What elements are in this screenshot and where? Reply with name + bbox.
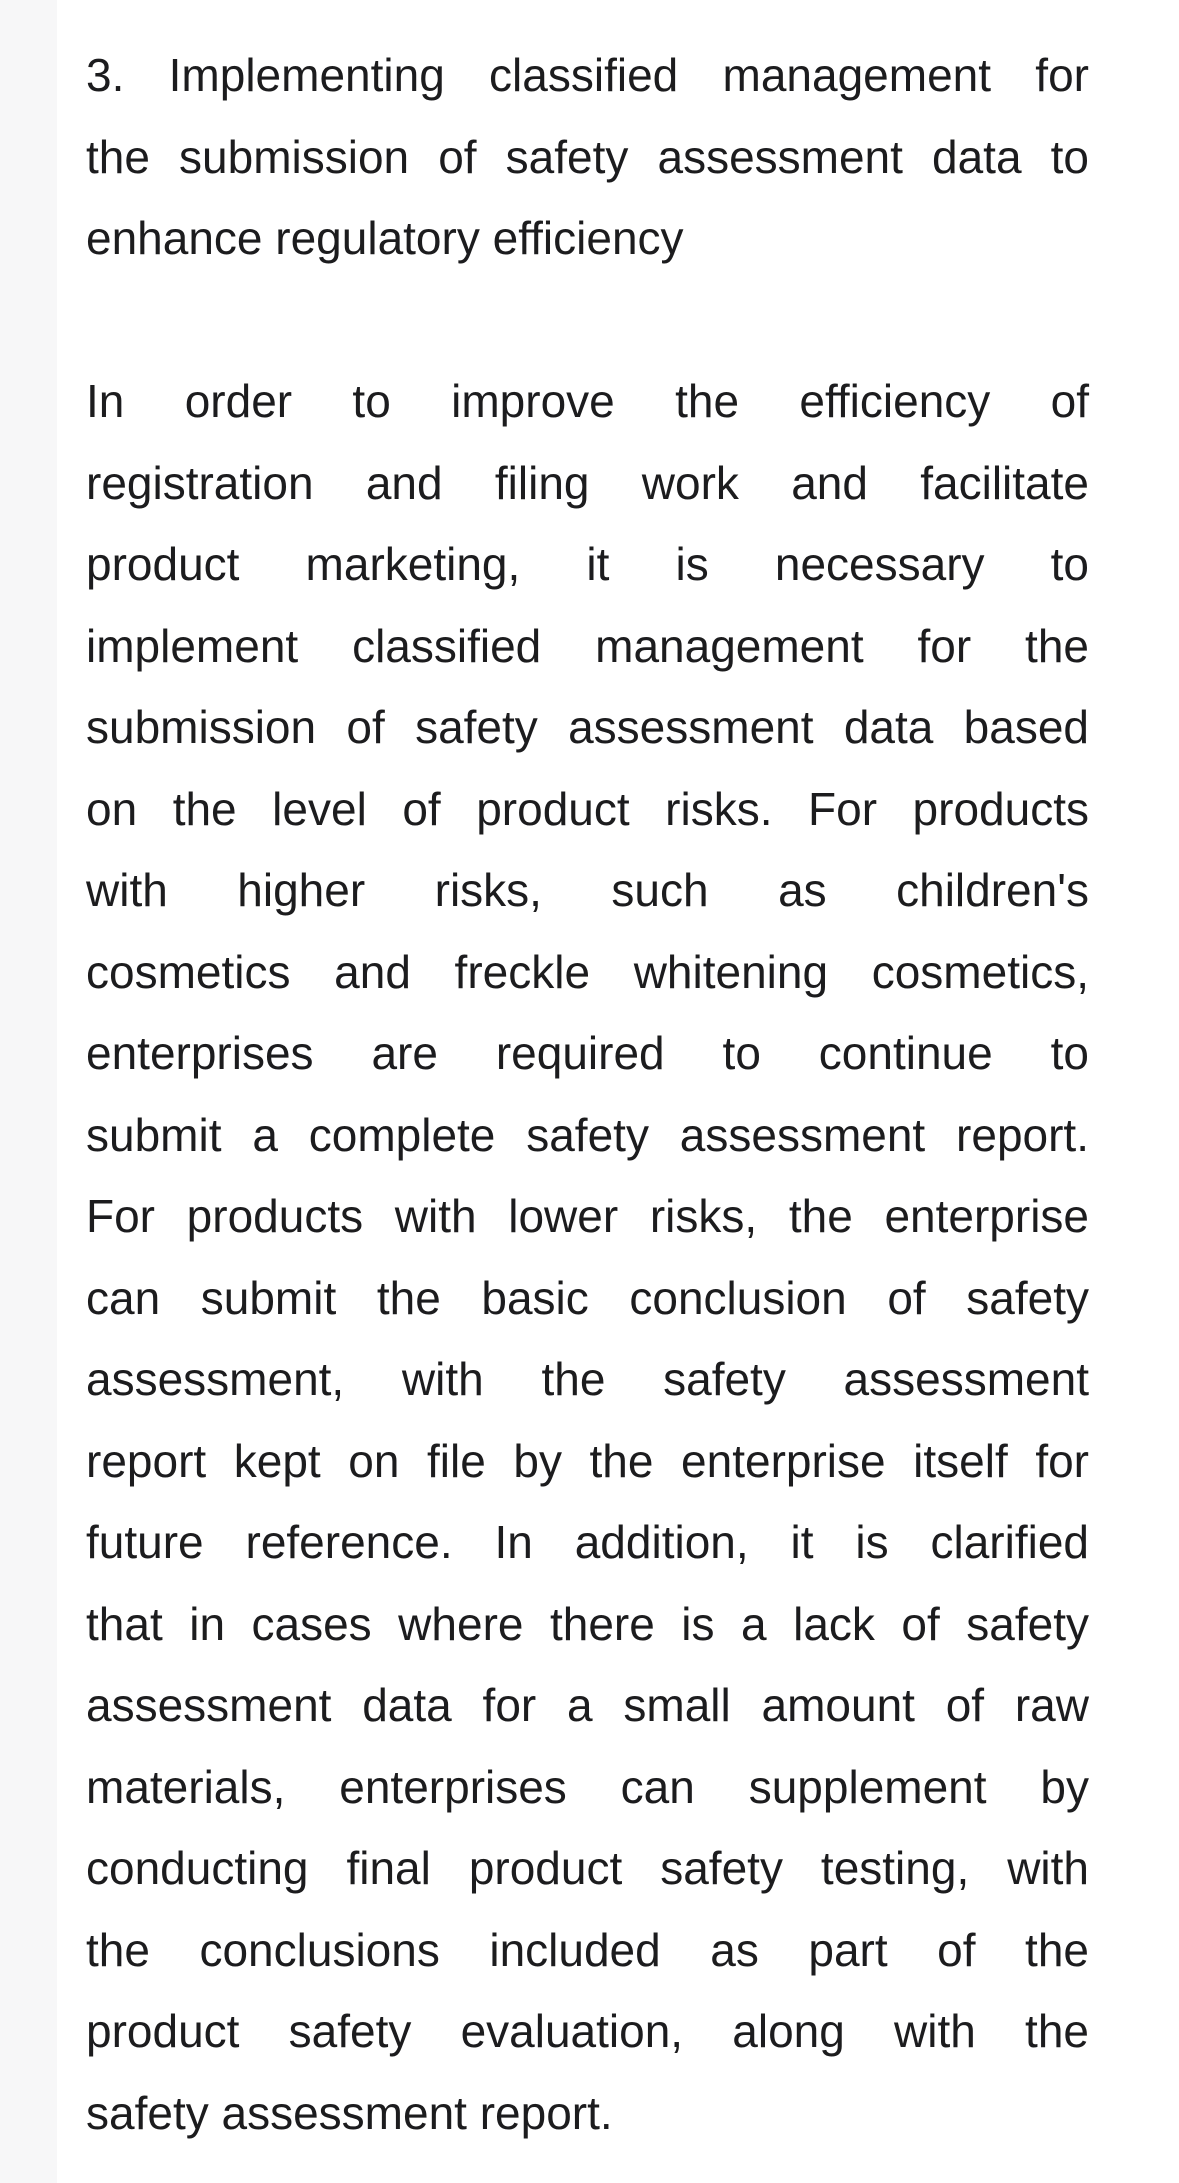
text-line: the submission of safety assessment data to [86,130,1089,183]
text-line: conducting final product safety testing, with [86,1842,1089,1894]
text-line: report kept on file by the enterprise itself for [86,1434,1089,1487]
text-line: can submit the basic conclusion of safety [86,1271,1089,1324]
text-line: that in cases where there is a lack of safety [86,1597,1089,1650]
text-line: submission of safety assessment data based [86,701,1089,753]
document-text [86,35,1089,2154]
text-line: safety assessment report. [86,2086,613,2139]
body-paragraph [86,361,1089,2154]
text-line: the conclusions included as part of the [86,1923,1089,1976]
text-line: future reference. In addition, it is clarified [86,1516,1089,1568]
heading-paragraph [86,35,1089,280]
text-line: on the level of product risks. For products [86,782,1089,835]
text-line: product marketing, it is necessary to [86,538,1089,590]
text-line: assessment, with the safety assessment [86,1353,1089,1405]
text-line: enterprises are required to continue to [86,1027,1089,1079]
text-line: cosmetics and freckle whitening cosmetics, [86,945,1089,998]
text-line: 3. Implementing classified management for [86,49,1089,101]
text-line: registration and filing work and facilitate [86,456,1089,509]
left-page-gutter [0,0,57,2183]
text-line: In order to improve the efficiency of [86,375,1089,427]
text-line: For products with lower risks, the enterprise [86,1190,1089,1242]
text-line: enhance regulatory efficiency [86,212,684,264]
text-line: submit a complete safety assessment report. [86,1108,1089,1161]
text-line: materials, enterprises can supplement by [86,1760,1089,1813]
text-line: implement classified management for the [86,619,1089,672]
text-line: with higher risks, such as children's [86,864,1089,916]
text-line: product safety evaluation, along with the [86,2005,1089,2057]
text-line: assessment data for a small amount of raw [86,1679,1089,1731]
